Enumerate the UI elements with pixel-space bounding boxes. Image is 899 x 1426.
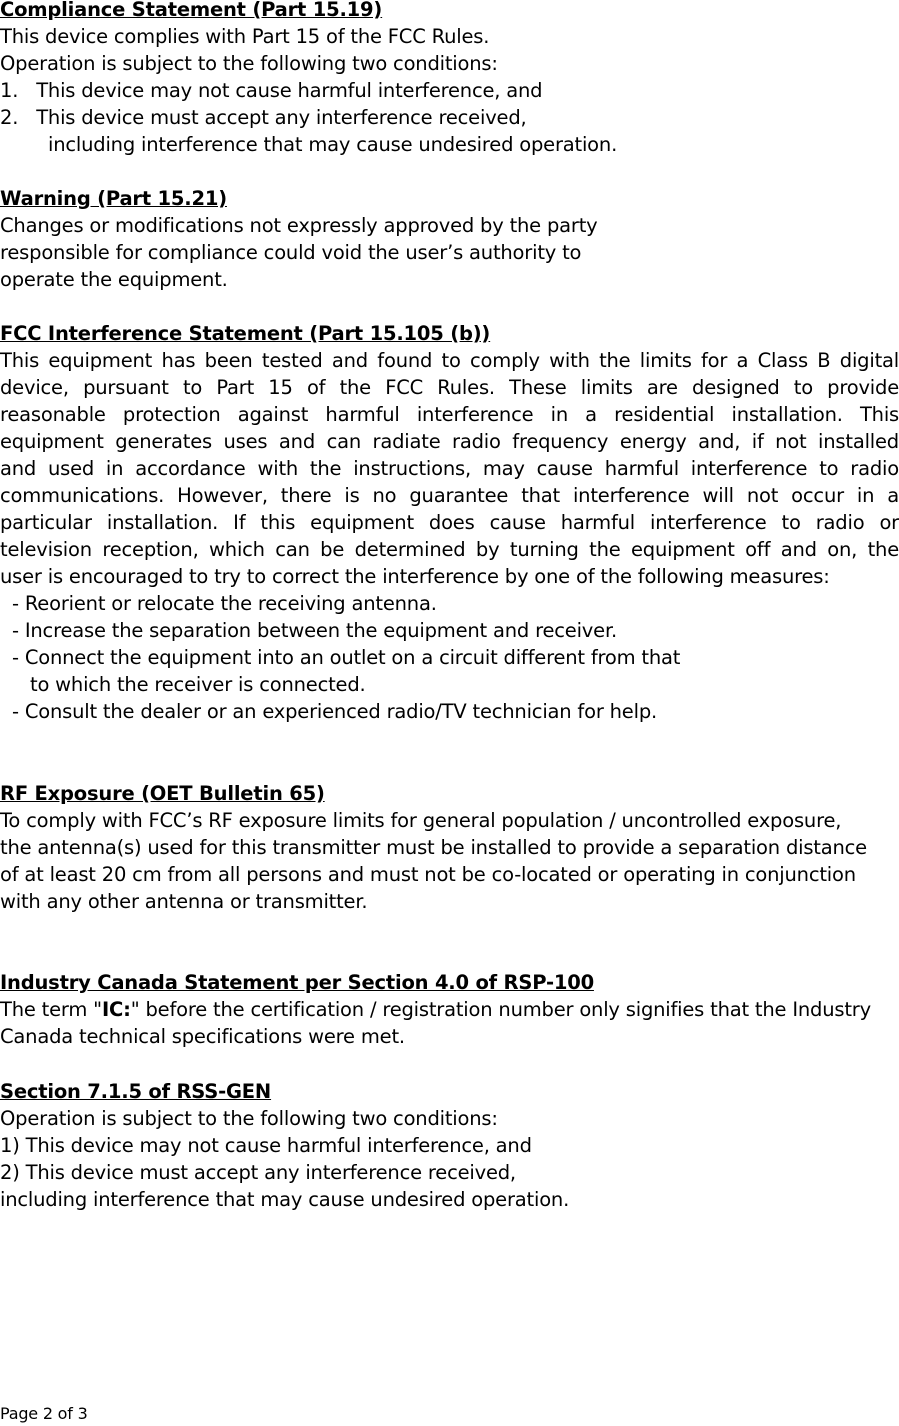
- fcc-measure-item: - Reorient or relocate the receiving antenna.: [0, 592, 437, 615]
- rss-gen-heading: Section 7.1.5 of RSS-GEN: [0, 1080, 272, 1103]
- fcc-paragraph-line: equipment generates uses and can radiate radio frequency energy and, if not installed: [0, 430, 899, 453]
- ic-term-bold: IC:: [101, 998, 131, 1021]
- compliance-line: Operation is subject to the following two conditions:: [0, 52, 498, 75]
- rf-exposure-line: of at least 20 cm from all persons and must not be co-located or operating in conjunction: [0, 863, 856, 886]
- page-number: Page 2 of 3: [0, 1404, 88, 1423]
- warning-line: operate the equipment.: [0, 268, 228, 291]
- warning-line: responsible for compliance could void the user’s authority to: [0, 241, 582, 264]
- industry-canada-line: [0, 996, 871, 1023]
- fcc-measure-item-cont: to which the receiver is connected.: [0, 673, 366, 696]
- compliance-condition-2-cont: including interference that may cause undesired operation.: [0, 133, 618, 156]
- fcc-interference-heading: FCC Interference Statement (Part 15.105 (b)): [0, 322, 491, 345]
- compliance-condition-2: 2. This device must accept any interference received,: [0, 106, 527, 129]
- fcc-paragraph-line: communications. However, there is no guarantee that interference will not occur in a: [0, 484, 899, 507]
- compliance-condition-1: 1. This device may not cause harmful interference, and: [0, 79, 543, 102]
- ic-term-suffix: " before the certification / registration number only signifies that the Industry: [130, 998, 871, 1021]
- fcc-measure-item: - Increase the separation between the equipment and receiver.: [0, 619, 617, 642]
- industry-canada-heading: Industry Canada Statement per Section 4.0 of RSP-100: [0, 971, 594, 994]
- rf-exposure-line: To comply with FCC’s RF exposure limits for general population / uncontrolled exposure,: [0, 809, 842, 832]
- rss-gen-line: 2) This device must accept any interference received,: [0, 1161, 516, 1184]
- rss-gen-line: Operation is subject to the following two conditions:: [0, 1107, 498, 1130]
- rf-exposure-heading: RF Exposure (OET Bulletin 65): [0, 782, 325, 805]
- rss-gen-line: 1) This device may not cause harmful interference, and: [0, 1134, 532, 1157]
- rf-exposure-line: the antenna(s) used for this transmitter must be installed to provide a separation distance: [0, 836, 867, 859]
- warning-line: Changes or modifications not expressly approved by the party: [0, 214, 598, 237]
- fcc-paragraph-line: reasonable protection against harmful interference in a residential installation. This: [0, 403, 899, 426]
- fcc-paragraph-line: device, pursuant to Part 15 of the FCC Rules. These limits are designed to provide: [0, 376, 899, 399]
- fcc-paragraph-line: television reception, which can be determined by turning the equipment off and on, the: [0, 538, 899, 561]
- fcc-measure-item: - Consult the dealer or an experienced radio/TV technician for help.: [0, 700, 657, 723]
- fcc-paragraph-last-line: user is encouraged to try to correct the interference by one of the following measures:: [0, 565, 830, 588]
- warning-heading: Warning (Part 15.21): [0, 187, 227, 210]
- fcc-paragraph-line: This equipment has been tested and found to comply with the limits for a Class B digital: [0, 349, 899, 372]
- compliance-line: This device complies with Part 15 of the FCC Rules.: [0, 25, 490, 48]
- fcc-paragraph-line: and used in accordance with the instructions, may cause harmful interference to radio: [0, 457, 899, 480]
- fcc-measure-item: - Connect the equipment into an outlet on a circuit different from that: [0, 646, 681, 669]
- rss-gen-line: including interference that may cause undesired operation.: [0, 1188, 570, 1211]
- rf-exposure-line: with any other antenna or transmitter.: [0, 890, 368, 913]
- fcc-paragraph-line: particular installation. If this equipment does cause harmful interference to radio or: [0, 511, 899, 534]
- compliance-heading: Compliance Statement (Part 15.19): [0, 0, 383, 21]
- industry-canada-line: Canada technical specifications were met.: [0, 1025, 405, 1048]
- ic-term-prefix: The term ": [0, 998, 102, 1021]
